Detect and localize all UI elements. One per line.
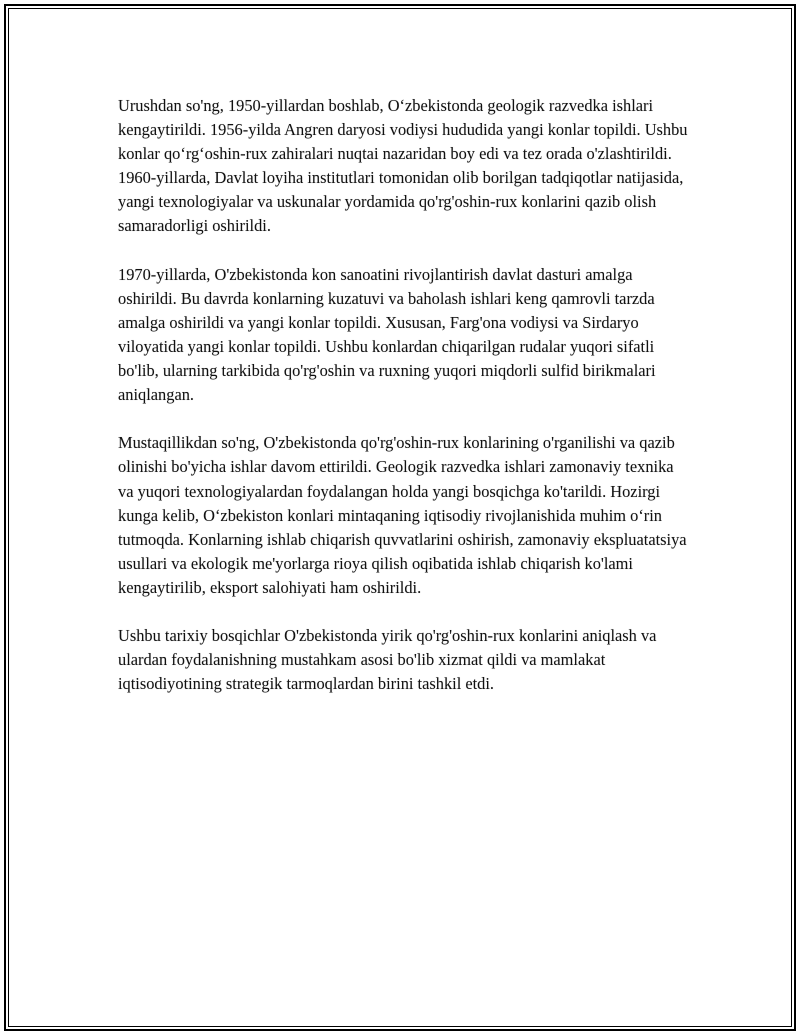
paragraph-4: Ushbu tarixiy bosqichlar O'zbekistonda yirik qo'rg'oshin-rux konlarini aniqlash va ulardan foydalanishning mustahkam asosi bo'lib xizmat qildi va mamlakat iqtisodiyotining strategik tarmoqlardan birini tashkil etdi. bbox=[118, 626, 657, 694]
paragraph-2: 1970-yillarda, O'zbekistonda kon sanoatini rivojlantirish davlat dasturi amalga oshirildi. Bu davrda konlarning kuzatuvi va baholash ishlari keng qamrovli tarzda amalga oshirildi va yangi konlar topildi. Xususan, Farg'ona vodiysi va Sirdaryo viloyatida yangi konlar topildi. Ushbu konlardan chiqarilgan rudalar yuqori sifatli bo'lib, ularning tarkibida qo'rg'oshin va ruxning yuqori miqdorli sulfid birikmalari aniqlangan. bbox=[118, 264, 656, 405]
paragraph-1: Urushdan so'ng, 1950-yillardan boshlab, O‘zbekistonda geologik razvedka ishlari kengaytirildi. 1956-yilda Angren daryosi vodiysi hududida yangi konlar topildi. Ushbu konlar qo‘rg‘oshin-rux zahiralari nuqtai nazaridan boy edi va tez orada o'zlashtirildi. 1960-yillarda, Davlat loyiha institutlari tomonidan olib borilgan tadqiqotlar natijasida, yangi texnologiyalar va uskunalar yordamida qo'rg'oshin-rux konlarini qazib olish samaradorligi oshirildi. bbox=[118, 96, 688, 236]
paragraph-3: Mustaqillikdan so'ng, O'zbekistonda qo'rg'oshin-rux konlarining o'rganilishi va qazib olinishi bo'yicha ishlar davom ettirildi. Geologik razvedka ishlari zamonaviy texnika va yuqori texnologiyalardan foydalangan holda yangi bosqichga ko'tarildi. Hozirgi kunga kelib, O‘zbekiston konlari mintaqaning iqtisodiy rivojlanishida muhim o‘rin tutmoqda. Konlarning ishlab chiqarish quvvatlarini oshirish, zamonaviy ekspluatatsiya usullari va ekologik me'yorlarga rioya qilish oqibatida ishlab chiqarish ko'lami kengaytirilib, eksport salohiyati ham oshirildi. bbox=[118, 433, 687, 597]
document-body bbox=[118, 94, 690, 720]
